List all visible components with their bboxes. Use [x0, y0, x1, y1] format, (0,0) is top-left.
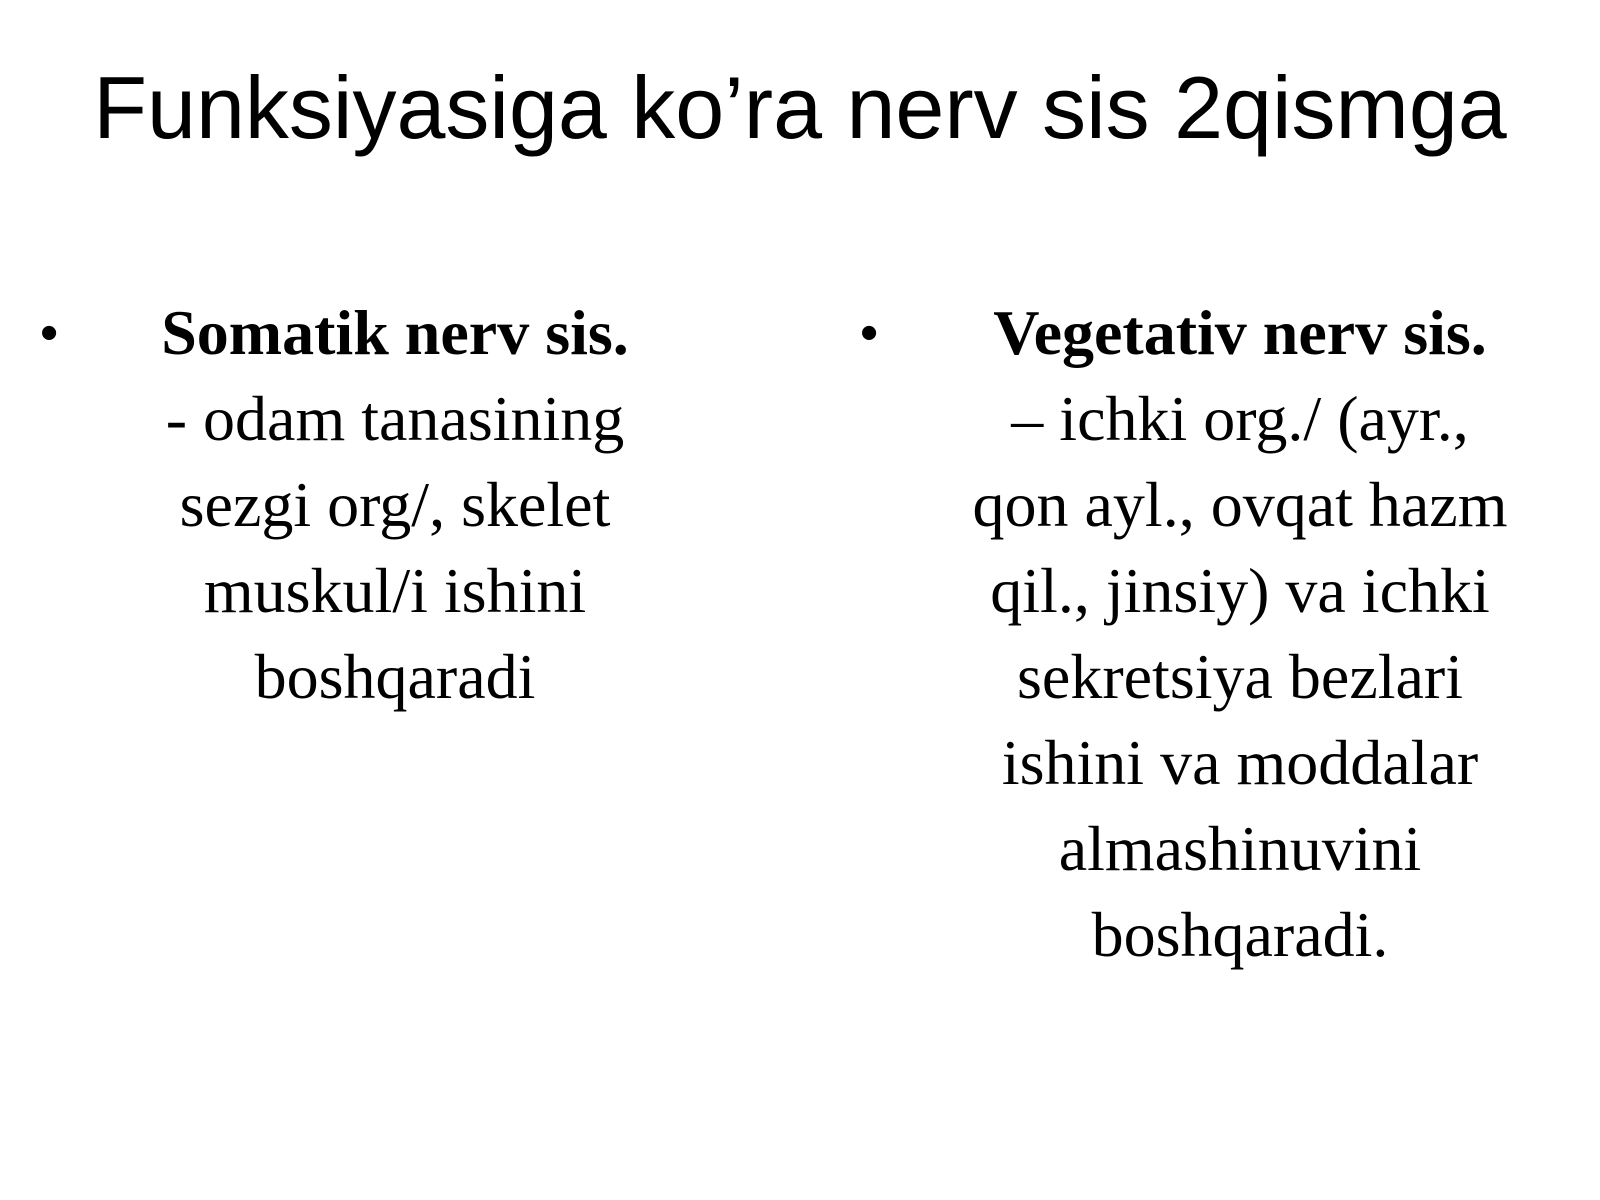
bullet-somatik: [40, 290, 700, 720]
bullet-line: boshqaradi.: [1091, 899, 1389, 970]
bullet-line: qon ayl., ovqat hazm: [972, 469, 1508, 540]
bullet-line: - odam tanasining: [165, 383, 625, 454]
bullet-line: muskul/i ishini: [203, 555, 587, 626]
bullet-line: qil., jinsiy) va ichki: [990, 555, 1490, 626]
bullet-vegetativ: [860, 290, 1566, 978]
bullet-line: sekretsiya bezlari: [1017, 641, 1463, 712]
bullet-line: sezgi org/, skelet: [179, 469, 611, 540]
bullet-line: ishini va moddalar: [1001, 727, 1479, 798]
bullet-line: almashinuvini: [1058, 813, 1422, 884]
bullet-line: boshqaradi: [254, 641, 536, 712]
bullet-heading-somatik: Somatik nerv sis.: [161, 297, 629, 368]
bullet-icon: •: [40, 304, 59, 362]
bullet-text-somatik: [100, 290, 690, 720]
bullet-line: – ichki org./ (ayr.,: [1011, 383, 1469, 454]
bullet-heading-vegetativ: Vegetativ nerv sis.: [993, 297, 1487, 368]
bullet-icon: •: [860, 304, 879, 362]
slide-title: Funksiyasiga ko’ra nerv sis 2qismga: [93, 58, 1507, 157]
bullet-text-vegetativ: [930, 290, 1550, 978]
